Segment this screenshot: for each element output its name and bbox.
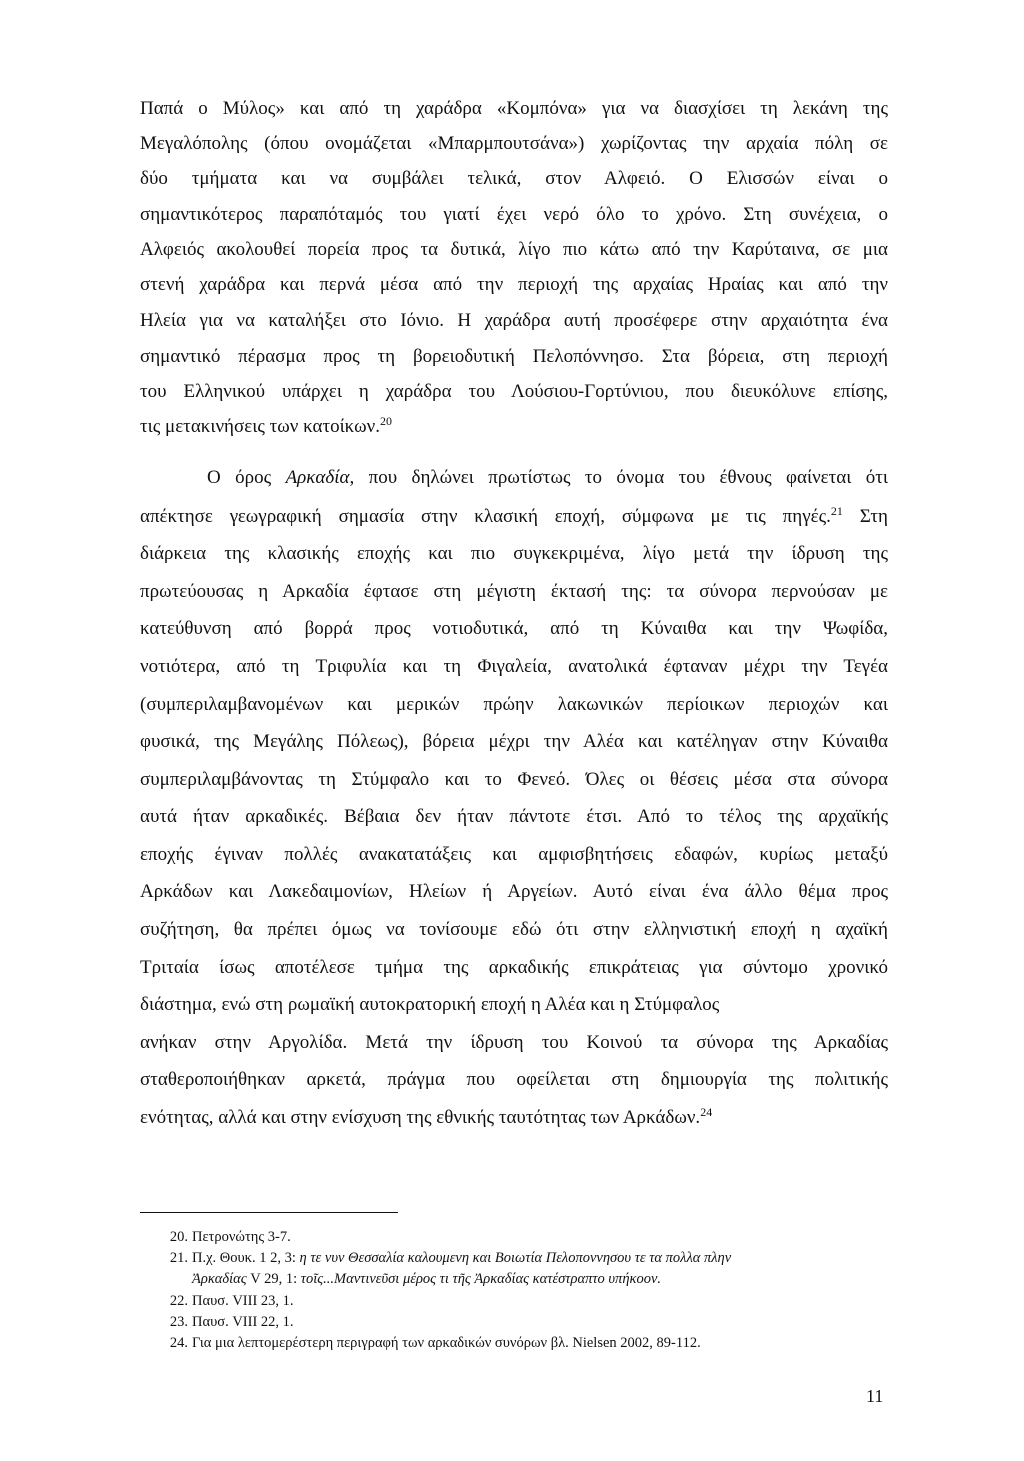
body-text-line: σταθεροποιήθηκαν αρκετά, πράγμα που οφείλεται στη δημιουργία της πολιτικής — [140, 1069, 888, 1090]
body-text-line: σημαντικό πέρασμα προς τη βορειοδυτική Πελοπόννησο. Στα βόρεια, στη περιοχή — [140, 346, 888, 367]
body-text-line: στενή χαράδρα και περνά μέσα από την περιοχή της αρχαίας Ηραίας και από την — [140, 274, 888, 295]
footnote — [140, 1292, 900, 1310]
body-text-line: του Ελληνικού υπάρχει η χαράδρα του Λούσιου-Γορτύνιου, που διευκόλυνε επίσης, — [140, 381, 888, 402]
footnote-text: Π.χ. Θουκ. 1 2, 3: — [192, 1250, 300, 1266]
footnote — [140, 1228, 900, 1246]
footnote — [140, 1313, 900, 1331]
body-text-line — [140, 505, 888, 529]
body-text-line: Μεγαλόπολης (όπου ονομάζεται «Μπαρμπουτσάνα») χωρίζοντας την αρχαία πόλη σε — [140, 133, 888, 154]
body-text-line: ανήκαν στην Αργολίδα. Μετά την ίδρυση του Κοινού τα σύνορα της Αρκαδίας — [140, 1032, 888, 1053]
body-text-line: συμπεριλαμβάνοντας τη Στύμφαλο και το Φενεό. Όλες οι θέσεις μέσα στα σύνορα — [140, 769, 888, 790]
body-text-line: αυτά ήταν αρκαδικές. Βέβαια δεν ήταν πάντοτε έτσι. Από το τέλος της αρχαϊκής — [140, 806, 888, 827]
footnote-ref: 24 — [700, 1105, 713, 1119]
footnote-number: 23. — [169, 1314, 188, 1330]
body-text-line: διάρκεια της κλασικής εποχής και πιο συγκεκριμένα, λίγο μετά την ίδρυση της — [140, 543, 888, 564]
footnote-quote: η τε νυν Θεσσαλία καλουμενη και Βοιωτία Πελοποννησου τε τα πολλα πλην — [299, 1250, 732, 1266]
footnote-number: 22. — [169, 1293, 188, 1309]
body-text-line: σημαντικότερος παραπόταμός του γιατί έχει νερό όλο το χρόνο. Στη συνέχεια, ο — [140, 204, 888, 225]
line-text: , που δηλώνει πρωτίστως το όνομα του έθνους φαίνεται ότι — [349, 467, 888, 488]
body-text-line: Αλφειός ακολουθεί πορεία προς τα δυτικά, λίγο πιο κάτω από την Καρύταινα, σε μια — [140, 239, 888, 260]
footnote-quote: τοῖς...Μαντινεῦσι μέρος τι τῆς Ἀρκαδίας κατέστραπτο υπήκοον. — [300, 1271, 662, 1287]
body-text-line: Παπά ο Μύλος» και από τη χαράδρα «Κομπόνα» για να διασχίσει τη λεκάνη της — [140, 98, 888, 119]
footnote-text: Για μια λεπτομερέστερη περιγραφή των αρκαδικών συνόρων βλ. Nielsen 2002, 89-112. — [192, 1335, 701, 1351]
footnote-number: 21. — [169, 1250, 188, 1266]
body-text-line: φυσικά, της Μεγάλης Πόλεως), βόρεια μέχρι την Αλέα και κατέληγαν στην Κύναιθα — [140, 731, 888, 752]
body-text-line — [140, 415, 888, 439]
footnote-quote: Ἀρκαδίας — [192, 1271, 247, 1287]
line-text: τις μετακινήσεις των κατοίκων. — [140, 416, 380, 437]
page-number: 11 — [866, 1386, 884, 1406]
italic-term: Αρκαδία — [285, 467, 350, 488]
body-text-line: δύο τμήματα και να συμβάλει τελικά, στον Αλφειό. Ο Ελισσών είναι ο — [140, 168, 888, 189]
footnote — [140, 1249, 900, 1267]
body-text-line: κατεύθυνση από βορρά προς νοτιοδυτικά, από τη Κύναιθα και την Ψωφίδα, — [140, 618, 888, 639]
footnote-number: 20. — [169, 1229, 188, 1245]
body-text-line: νοτιότερα, από τη Τριφυλία και τη Φιγαλεία, ανατολικά έφταναν μέχρι την Τεγέα — [140, 656, 888, 677]
body-text-line: Αρκάδων και Λακεδαιμονίων, Ηλείων ή Αργείων. Αυτό είναι ένα άλλο θέμα προς — [140, 881, 888, 902]
footnote-text: V 29, 1: — [246, 1271, 301, 1287]
body-text-line: Ηλεία για να καταλήξει στο Ιόνιο. Η χαράδρα αυτή προσέφερε στην αρχαιότητα ένα — [140, 310, 888, 331]
body-text-line: εποχής έγιναν πολλές ανακατατάξεις και αμφισβητήσεις εδαφών, κυρίως μεταξύ — [140, 844, 888, 865]
body-text-line — [140, 1106, 888, 1130]
body-text-line — [207, 466, 888, 490]
footnote-separator — [140, 1212, 398, 1213]
body-text-line: διάστημα, ενώ στη ρωμαϊκή αυτοκρατορική εποχή η Αλέα και η Στύμφαλος — [140, 994, 720, 1015]
body-text-line: πρωτεύουσας η Αρκαδία έφτασε στη μέγιστη έκτασή της: τα σύνορα περνούσαν με — [140, 581, 888, 602]
footnote-text: Παυσ. VIII 22, 1. — [192, 1314, 294, 1330]
footnote — [140, 1334, 900, 1352]
footnote — [140, 1270, 900, 1288]
body-text-line: συζήτηση, θα πρέπει όμως να τονίσουμε εδώ ότι στην ελληνιστική εποχή η αχαϊκή — [140, 919, 888, 940]
body-text-line: (συμπεριλαμβανομένων και μερικών πρώην λακωνικών περίοικων περιοχών και — [140, 694, 888, 715]
footnote-ref: 20 — [379, 414, 392, 428]
line-text: ενότητας, αλλά και στην ενίσχυση της εθνικής ταυτότητας των Αρκάδων. — [140, 1107, 701, 1128]
body-text-line: Τριταία ίσως αποτέλεσε τμήμα της αρκαδικής επικράτειας για σύντομο χρονικό — [140, 957, 888, 978]
footnote-text: Πετρονώτης 3-7. — [192, 1229, 291, 1245]
footnote-text: Παυσ. VIII 23, 1. — [192, 1293, 294, 1309]
line-text: Στη — [842, 506, 888, 527]
line-text: Ο όρος — [207, 467, 286, 488]
line-text: απέκτησε γεωγραφική σημασία στην κλασική εποχή, σύμφωνα με τις πηγές. — [140, 506, 831, 527]
footnote-ref: 21 — [830, 504, 843, 518]
footnote-number: 24. — [169, 1335, 188, 1351]
